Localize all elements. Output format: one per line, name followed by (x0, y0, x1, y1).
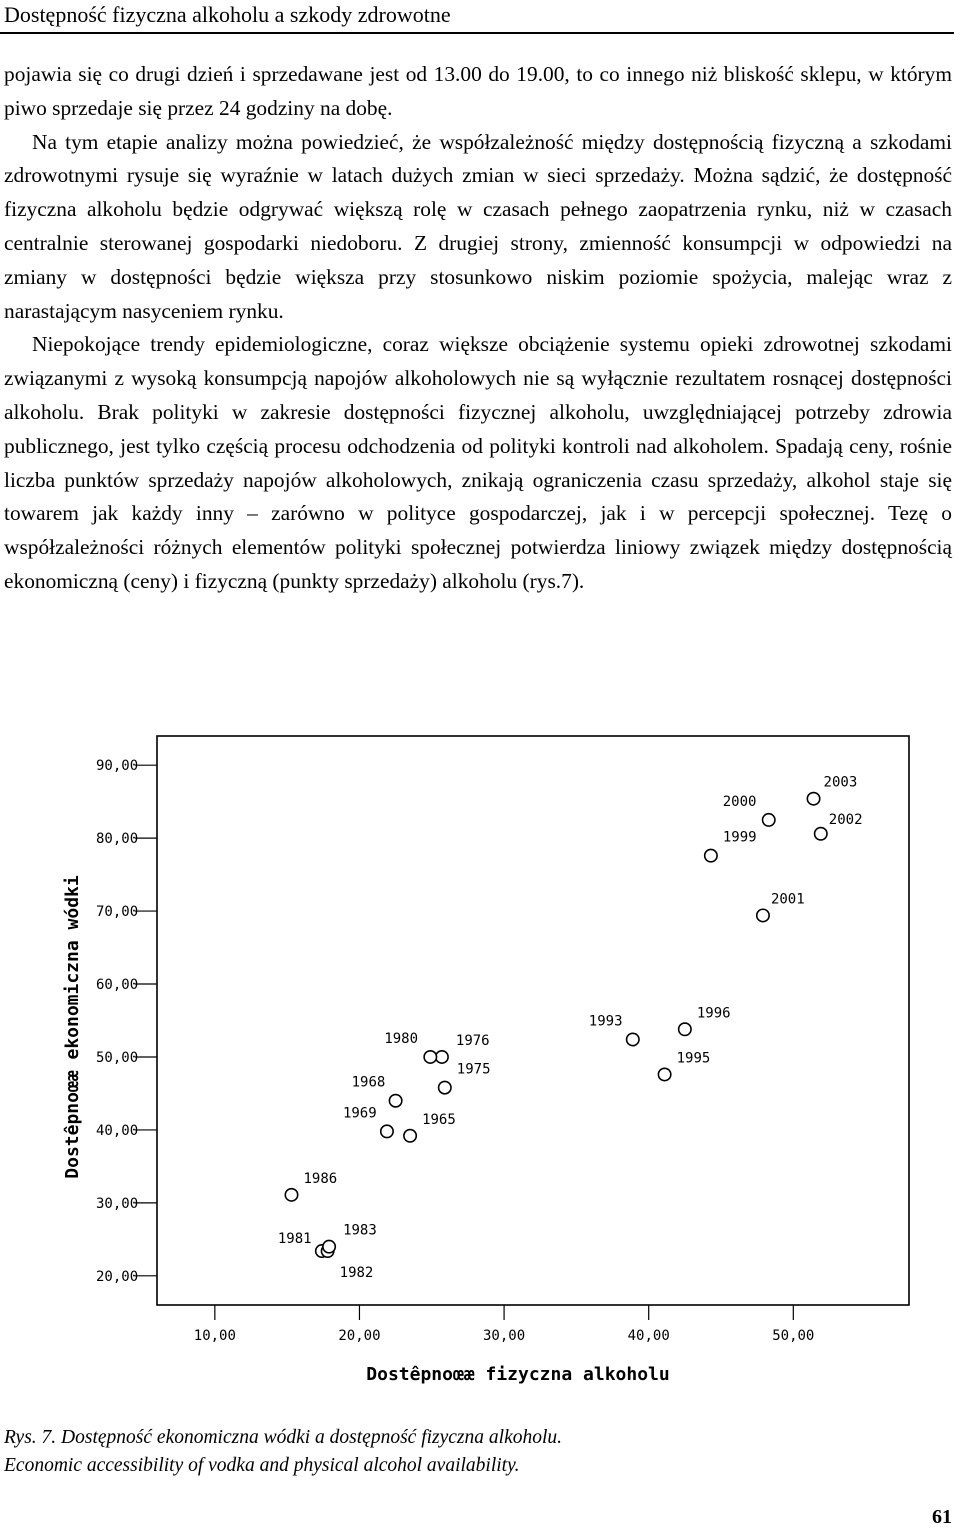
caption-english: Economic accessibility of vodka and physical alcohol availability. (4, 1455, 520, 1476)
point-label: 1986 (303, 1170, 338, 1187)
point-label: 2001 (770, 891, 805, 908)
point-label: 1993 (588, 1013, 623, 1030)
body-text (4, 58, 952, 599)
x-tick-label: 50,00 (772, 1328, 815, 1344)
paragraph: Niepokojące trendy epidemiologiczne, coraz większe obciążenie systemu opieki zdrowotnej szkodami związanymi z wysoką konsumpcją napojów alkoholowych nie są wyłącznie rezultatem rosnącej dostępności alkoholu. Brak polityki w zakresie dostępności fizycznej alkoholu, uwzględniającej potrzeby zdrowia publicznego, jest tylko częścią procesu odchodzenia od polityki kontroli nad alkoholem. Spadają ceny, rośnie liczba punktów sprzedaży napojów alkoholowych, znikają ograniczenia czasu sprzedaży, alkohol staje się towarem jak każdy inny – zarówno w polityce gospodarczej, jak i w percepcji społecznej. Tezę o współzależności różnych elementów polityki społecznej potwierdza liniowy związek między dostępnością ekonomiczną (ceny) i fizyczną (punkty sprzedaży) alkoholu (rys.7). (4, 332, 952, 593)
data-point (807, 793, 819, 805)
data-point (285, 1189, 297, 1201)
x-tick-label: 40,00 (627, 1328, 670, 1344)
data-point (705, 849, 717, 861)
data-point (436, 1051, 448, 1063)
y-tick-label: 20,00 (96, 1268, 139, 1285)
header-rule (0, 32, 954, 34)
data-point (627, 1033, 639, 1045)
point-label: 2003 (823, 774, 858, 791)
x-tick-label: 30,00 (482, 1328, 526, 1344)
data-point (439, 1081, 451, 1093)
data-point (679, 1023, 691, 1035)
x-tick-label: 20,00 (338, 1328, 381, 1344)
data-point (658, 1068, 670, 1080)
data-point (323, 1240, 335, 1252)
data-point (424, 1051, 436, 1063)
point-label: 1969 (342, 1105, 377, 1122)
point-label: 2002 (828, 811, 863, 828)
point-label: 1982 (339, 1265, 374, 1282)
point-label: 1975 (456, 1061, 491, 1078)
data-point (757, 909, 769, 921)
x-axis-title: Dostêpnoœæ fizyczna alkoholu (366, 1364, 670, 1385)
data-point (815, 828, 827, 840)
point-label: 1996 (696, 1005, 731, 1022)
y-tick-label: 90,00 (96, 758, 139, 775)
y-tick-label: 40,00 (96, 1122, 139, 1139)
point-label: 1983 (343, 1222, 377, 1239)
y-axis-title: Dostêpnoœæ ekonomiczna wódki (62, 875, 83, 1179)
x-tick-label: 10,00 (193, 1328, 236, 1344)
y-tick-label: 30,00 (96, 1195, 139, 1212)
point-label: 1968 (351, 1074, 386, 1091)
point-label: 1999 (722, 829, 757, 846)
scatter-chart (0, 720, 960, 1400)
chart-svg (0, 720, 960, 1400)
point-label: 1976 (455, 1032, 490, 1049)
y-tick-label: 80,00 (96, 831, 139, 848)
data-point (404, 1130, 416, 1142)
data-point (389, 1095, 401, 1107)
page-number: 61 (932, 1506, 952, 1528)
caption-polish: Rys. 7. Dostępność ekonomiczna wódki a dostępność fizyczna alkoholu. (4, 1427, 563, 1448)
data-point (763, 814, 775, 826)
point-label: 1965 (422, 1111, 456, 1128)
point-label: 2000 (722, 793, 757, 810)
plot-frame (157, 736, 909, 1305)
figure-caption (4, 1424, 944, 1480)
y-tick-label: 60,00 (96, 977, 139, 994)
point-label: 1995 (676, 1050, 711, 1067)
paragraph: pojawia się co drugi dzień i sprzedawane jest od 13.00 do 19.00, to co innego niż bliskość sklepu, w którym piwo sprzedaje się przez 24 godziny na dobę. (4, 62, 952, 120)
running-head: Dostępność fizyczna alkoholu a szkody zdrowotne (4, 2, 451, 27)
point-label: 1980 (384, 1030, 419, 1047)
point-label: 1981 (277, 1231, 312, 1248)
y-tick-label: 70,00 (96, 904, 139, 921)
data-point (381, 1125, 393, 1137)
y-tick-label: 50,00 (96, 1049, 139, 1066)
paragraph: Na tym etapie analizy można powiedzieć, że współzależność między dostępnością fizyczną a szkodami zdrowotnymi rysuje się wyraźnie w latach dużych zmian w sieci sprzedaży. Można sądzić, że dostępność fizyczna alkoholu będzie odgrywać większą rolę w czasach pełnego zaopatrzenia rynku, niż w czasach centralnie sterowanej gospodarki niedoboru. Z drugiej strony, zmienność konsumpcji w odpowiedzi na zmiany w dostępności będzie większa przy stosunkowo niskim poziomie spożycia, malejąc wraz z narastającym nasyceniem rynku. (4, 129, 952, 323)
